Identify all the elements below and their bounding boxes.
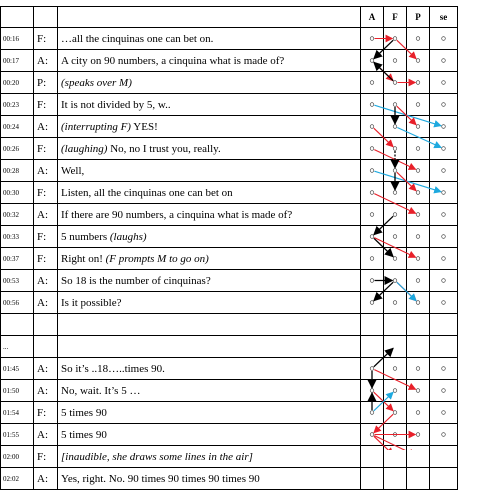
participant-cell (407, 380, 430, 402)
speaker-cell: F: (34, 446, 58, 468)
participant-cell (384, 358, 407, 380)
utterance-text: YES! (130, 120, 158, 133)
utterance-cell (58, 292, 361, 314)
transcript-table (0, 6, 458, 490)
participant-cell (361, 182, 384, 204)
participant-cell (384, 226, 407, 248)
time-cell: 00:24 (1, 116, 34, 138)
participant-cell (407, 292, 430, 314)
participant-cell (361, 94, 384, 116)
participant-cell (407, 50, 430, 72)
participant-cell (407, 402, 430, 424)
transcript-row (1, 248, 458, 270)
participant-cell (407, 182, 430, 204)
transcript-row (1, 72, 458, 94)
participant-cell (430, 358, 458, 380)
speaker-cell: A: (34, 116, 58, 138)
participant-cell (361, 270, 384, 292)
time-cell: 00:28 (1, 160, 34, 182)
stage-direction: (laughing) (61, 142, 108, 155)
participant-cell (384, 446, 407, 468)
utterance-cell (58, 446, 361, 468)
time-cell: 00:26 (1, 138, 34, 160)
utterance-cell (58, 248, 361, 270)
participant-cell (430, 116, 458, 138)
participant-cell (361, 358, 384, 380)
participant-cell (384, 116, 407, 138)
time-cell: 00:23 (1, 94, 34, 116)
utterance-cell (58, 204, 361, 226)
utterance-text: So it’s ..18…..times 90. (61, 362, 165, 375)
participant-cell (430, 424, 458, 446)
participant-cell (430, 248, 458, 270)
transcript-row (1, 226, 458, 248)
participant-cell (407, 424, 430, 446)
utterance-text: Yes, right. No. 90 times 90 times 90 times 90 (61, 472, 260, 485)
utterance-cell (58, 182, 361, 204)
participant-cell (430, 28, 458, 50)
participant-cell (361, 226, 384, 248)
participant-cell (430, 182, 458, 204)
header-speaker-cell (34, 7, 58, 28)
participant-cell (384, 380, 407, 402)
utterance-cell (58, 138, 361, 160)
transcript-row (1, 204, 458, 226)
stage-direction: [inaudible, she draws some lines in the air] (61, 450, 253, 463)
participant-cell (361, 248, 384, 270)
utterance-cell (58, 380, 361, 402)
participant-cell (430, 292, 458, 314)
utterance-text: Is it possible? (61, 296, 122, 309)
stage-direction: (F prompts M to go on) (105, 252, 209, 265)
time-cell: ... (1, 336, 34, 358)
participant-cell (384, 72, 407, 94)
transcript-row (1, 402, 458, 424)
speaker-cell: A: (34, 270, 58, 292)
time-cell: 01:55 (1, 424, 34, 446)
participant-cell (384, 182, 407, 204)
participant-cell (384, 402, 407, 424)
time-cell: 01:45 (1, 358, 34, 380)
utterance-text: Listen, all the cinquinas one can bet on (61, 186, 233, 199)
transcript-row (1, 424, 458, 446)
utterance-text: It is not divided by 5, w.. (61, 98, 171, 111)
utterance-cell (58, 468, 361, 490)
participant-cell (361, 336, 384, 358)
speaker-cell: A: (34, 358, 58, 380)
utterance-text: No, no I trust you, really. (107, 142, 221, 155)
stage-direction: (laughs) (109, 230, 147, 243)
participant-cell (384, 292, 407, 314)
time-cell: 00:56 (1, 292, 34, 314)
participant-cell (407, 160, 430, 182)
speaker-cell: F: (34, 138, 58, 160)
speaker-cell: A: (34, 424, 58, 446)
transcript-row (1, 28, 458, 50)
transcript-row (1, 94, 458, 116)
speaker-cell: F: (34, 94, 58, 116)
participant-cell (361, 204, 384, 226)
participant-cell (407, 358, 430, 380)
participant-cell (384, 138, 407, 160)
utterance-cell (58, 116, 361, 138)
speaker-cell: A: (34, 204, 58, 226)
participant-cell (384, 204, 407, 226)
participant-cell (361, 380, 384, 402)
participant-cell (384, 336, 407, 358)
speaker-cell (34, 314, 58, 336)
utterance-cell (58, 424, 361, 446)
participant-cell (430, 50, 458, 72)
utterance-cell (58, 358, 361, 380)
participant-cell (384, 314, 407, 336)
speaker-cell: A: (34, 380, 58, 402)
utterance-cell (58, 94, 361, 116)
header-col-a: A (361, 7, 384, 28)
utterance-cell (58, 72, 361, 94)
time-cell (1, 314, 34, 336)
participant-cell (430, 94, 458, 116)
participant-cell (361, 50, 384, 72)
participant-cell (361, 402, 384, 424)
participant-cell (361, 72, 384, 94)
participant-cell (384, 50, 407, 72)
participant-cell (384, 160, 407, 182)
utterance-text: If there are 90 numbers, a cinquina what is made of? (61, 208, 293, 221)
participant-cell (407, 314, 430, 336)
time-cell: 02:02 (1, 468, 34, 490)
speaker-cell: P: (34, 72, 58, 94)
participant-cell (430, 138, 458, 160)
participant-cell (430, 402, 458, 424)
time-cell: 00:37 (1, 248, 34, 270)
participant-cell (407, 94, 430, 116)
transcript-row (1, 50, 458, 72)
transcript-row (1, 116, 458, 138)
transcript-row (1, 138, 458, 160)
header-time-cell (1, 7, 34, 28)
utterance-cell (58, 160, 361, 182)
stage-direction: (speaks over M) (61, 76, 132, 89)
time-cell: 00:20 (1, 72, 34, 94)
speaker-cell: F: (34, 402, 58, 424)
participant-cell (407, 468, 430, 490)
participant-cell (407, 116, 430, 138)
utterance-text: 5 times 90 (61, 428, 107, 441)
participant-cell (407, 138, 430, 160)
participant-cell (407, 72, 430, 94)
participant-cell (384, 28, 407, 50)
utterance-cell (58, 28, 361, 50)
participant-cell (430, 160, 458, 182)
transcript-row (1, 336, 458, 358)
participant-cell (361, 138, 384, 160)
speaker-cell (34, 336, 58, 358)
time-cell: 01:54 (1, 402, 34, 424)
utterance-text: So 18 is the number of cinquinas? (61, 274, 211, 287)
speaker-cell: A: (34, 468, 58, 490)
participant-cell (430, 336, 458, 358)
speaker-cell: F: (34, 226, 58, 248)
participant-cell (430, 270, 458, 292)
time-cell: 00:30 (1, 182, 34, 204)
time-cell: 02:00 (1, 446, 34, 468)
speaker-cell: A: (34, 292, 58, 314)
participant-cell (430, 204, 458, 226)
transcript-row (1, 292, 458, 314)
participant-cell (361, 116, 384, 138)
participant-cell (407, 204, 430, 226)
participant-cell (430, 468, 458, 490)
time-cell: 00:53 (1, 270, 34, 292)
transcript-row (1, 358, 458, 380)
transcript-row (1, 380, 458, 402)
stage-direction: (interrupting F) (61, 120, 131, 133)
transcript-row (1, 160, 458, 182)
time-cell: 00:16 (1, 28, 34, 50)
transcript-row (1, 314, 458, 336)
participant-cell (384, 468, 407, 490)
time-cell: 00:33 (1, 226, 34, 248)
participant-cell (361, 292, 384, 314)
time-cell: 01:50 (1, 380, 34, 402)
participant-cell (430, 72, 458, 94)
time-cell: 00:17 (1, 50, 34, 72)
speaker-cell: F: (34, 248, 58, 270)
utterance-cell (58, 314, 361, 336)
speaker-cell: A: (34, 160, 58, 182)
participant-cell (361, 314, 384, 336)
header-col-f: F (384, 7, 407, 28)
utterance-cell (58, 50, 361, 72)
participant-cell (407, 270, 430, 292)
participant-cell (384, 248, 407, 270)
participant-cell (384, 270, 407, 292)
transcript-row (1, 270, 458, 292)
utterance-text: Right on! (61, 252, 106, 265)
participant-cell (407, 248, 430, 270)
header-col-se: se (430, 7, 458, 28)
transcript-row (1, 182, 458, 204)
header-utterance-cell (58, 7, 361, 28)
participant-cell (361, 446, 384, 468)
participant-cell (361, 28, 384, 50)
participant-cell (430, 314, 458, 336)
utterance-cell (58, 336, 361, 358)
transcript-row (1, 446, 458, 468)
participant-cell (384, 424, 407, 446)
utterance-text: …all the cinquinas one can bet on. (61, 32, 214, 45)
utterance-text: A city on 90 numbers, a cinquina what is made of? (61, 54, 285, 67)
header-row (1, 7, 458, 28)
participant-cell (430, 226, 458, 248)
participant-cell (361, 424, 384, 446)
speaker-cell: F: (34, 28, 58, 50)
utterance-cell (58, 270, 361, 292)
participant-cell (430, 380, 458, 402)
participant-cell (384, 94, 407, 116)
participant-cell (407, 226, 430, 248)
participant-cell (361, 160, 384, 182)
utterance-text: Well, (61, 164, 85, 177)
participant-cell (407, 446, 430, 468)
participant-cell (407, 28, 430, 50)
utterance-text: 5 times 90 (61, 406, 107, 419)
speaker-cell: F: (34, 182, 58, 204)
utterance-text: No, wait. It’s 5 … (61, 384, 141, 397)
participant-cell (407, 336, 430, 358)
transcript-row (1, 468, 458, 490)
utterance-text: 5 numbers (61, 230, 110, 243)
utterance-cell (58, 226, 361, 248)
speaker-cell: A: (34, 50, 58, 72)
header-col-p: P (407, 7, 430, 28)
participant-cell (361, 468, 384, 490)
participant-cell (430, 446, 458, 468)
time-cell: 00:32 (1, 204, 34, 226)
utterance-cell (58, 402, 361, 424)
